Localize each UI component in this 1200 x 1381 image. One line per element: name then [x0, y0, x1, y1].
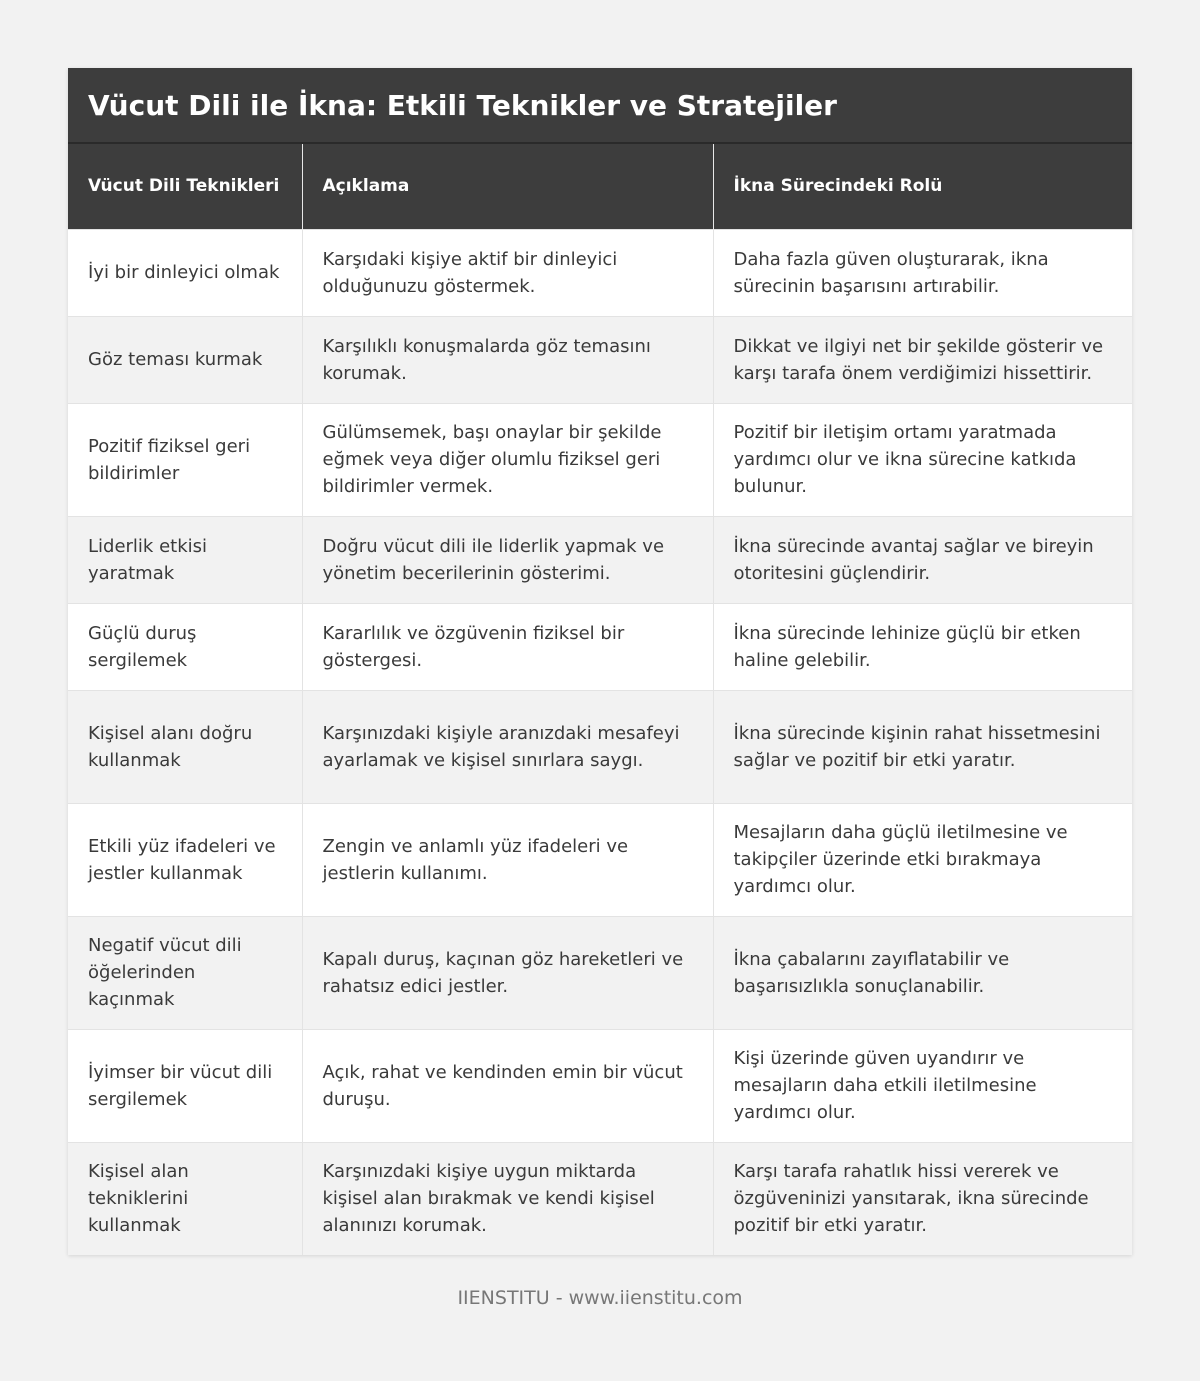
techniques-table	[68, 144, 1132, 1255]
table-row	[68, 516, 1132, 603]
table-row	[68, 916, 1132, 1029]
table-row	[68, 229, 1132, 316]
cell-description: Açık, rahat ve kendinden emin bir vücut duruşu.	[302, 1029, 713, 1142]
cell-role: İkna sürecinde kişinin rahat hissetmesini sağlar ve pozitif bir etki yaratır.	[713, 690, 1132, 803]
cell-role: Mesajların daha güçlü iletilmesine ve takipçiler üzerinde etki bırakmaya yardımcı olur.	[713, 803, 1132, 916]
cell-role: Pozitif bir iletişim ortamı yaratmada yardımcı olur ve ikna sürecine katkıda bulunur.	[713, 403, 1132, 516]
table-row	[68, 316, 1132, 403]
table-row	[68, 690, 1132, 803]
cell-description: Kararlılık ve özgüvenin fiziksel bir göstergesi.	[302, 603, 713, 690]
cell-role: Dikkat ve ilgiyi net bir şekilde gösterir ve karşı tarafa önem verdiğimizi hissettirir.	[713, 316, 1132, 403]
cell-technique: İyi bir dinleyici olmak	[68, 229, 302, 316]
table-row	[68, 1142, 1132, 1255]
table-row	[68, 1029, 1132, 1142]
title-bar	[68, 68, 1132, 144]
cell-technique: İyimser bir vücut dili sergilemek	[68, 1029, 302, 1142]
cell-technique: Kişisel alanı doğru kullanmak	[68, 690, 302, 803]
cell-role: Daha fazla güven oluşturarak, ikna sürecinin başarısını artırabilir.	[713, 229, 1132, 316]
footer-credit: IIENSTITU - www.iienstitu.com	[457, 1287, 743, 1309]
column-header-technique: Vücut Dili Teknikleri	[68, 144, 302, 229]
cell-role: Karşı tarafa rahatlık hissi vererek ve özgüveninizi yansıtarak, ikna sürecinde pozitif bir etki yaratır.	[713, 1142, 1132, 1255]
page-title: Vücut Dili ile İkna: Etkili Teknikler ve Stratejiler	[88, 88, 837, 122]
cell-description: Doğru vücut dili ile liderlik yapmak ve yönetim becerilerinin gösterimi.	[302, 516, 713, 603]
table-card	[68, 68, 1132, 1255]
table-row	[68, 603, 1132, 690]
cell-technique: Etkili yüz ifadeleri ve jestler kullanmak	[68, 803, 302, 916]
column-header-description: Açıklama	[302, 144, 713, 229]
cell-description: Karşınızdaki kişiye uygun miktarda kişisel alan bırakmak ve kendi kişisel alanınızı korumak.	[302, 1142, 713, 1255]
cell-description: Karşıdaki kişiye aktif bir dinleyici olduğunuzu göstermek.	[302, 229, 713, 316]
cell-role: İkna sürecinde avantaj sağlar ve bireyin otoritesini güçlendirir.	[713, 516, 1132, 603]
cell-technique: Güçlü duruş sergilemek	[68, 603, 302, 690]
cell-description: Kapalı duruş, kaçınan göz hareketleri ve rahatsız edici jestler.	[302, 916, 713, 1029]
cell-role: İkna sürecinde lehinize güçlü bir etken haline gelebilir.	[713, 603, 1132, 690]
cell-technique: Göz teması kurmak	[68, 316, 302, 403]
cell-description: Karşınızdaki kişiyle aranızdaki mesafeyi ayarlamak ve kişisel sınırlara saygı.	[302, 690, 713, 803]
cell-description: Karşılıklı konuşmalarda göz temasını korumak.	[302, 316, 713, 403]
cell-technique: Negatif vücut dili öğelerinden kaçınmak	[68, 916, 302, 1029]
cell-technique: Pozitif fiziksel geri bildirimler	[68, 403, 302, 516]
cell-technique: Kişisel alan tekniklerini kullanmak	[68, 1142, 302, 1255]
table-row	[68, 403, 1132, 516]
table-row	[68, 803, 1132, 916]
cell-role: Kişi üzerinde güven uyandırır ve mesajların daha etkili iletilmesine yardımcı olur.	[713, 1029, 1132, 1142]
column-header-role: İkna Sürecindeki Rolü	[713, 144, 1132, 229]
cell-description: Zengin ve anlamlı yüz ifadeleri ve jestlerin kullanımı.	[302, 803, 713, 916]
cell-description: Gülümsemek, başı onaylar bir şekilde eğmek veya diğer olumlu fiziksel geri bildirimler vermek.	[302, 403, 713, 516]
table-header-row	[68, 144, 1132, 229]
cell-role: İkna çabalarını zayıflatabilir ve başarısızlıkla sonuçlanabilir.	[713, 916, 1132, 1029]
cell-technique: Liderlik etkisi yaratmak	[68, 516, 302, 603]
